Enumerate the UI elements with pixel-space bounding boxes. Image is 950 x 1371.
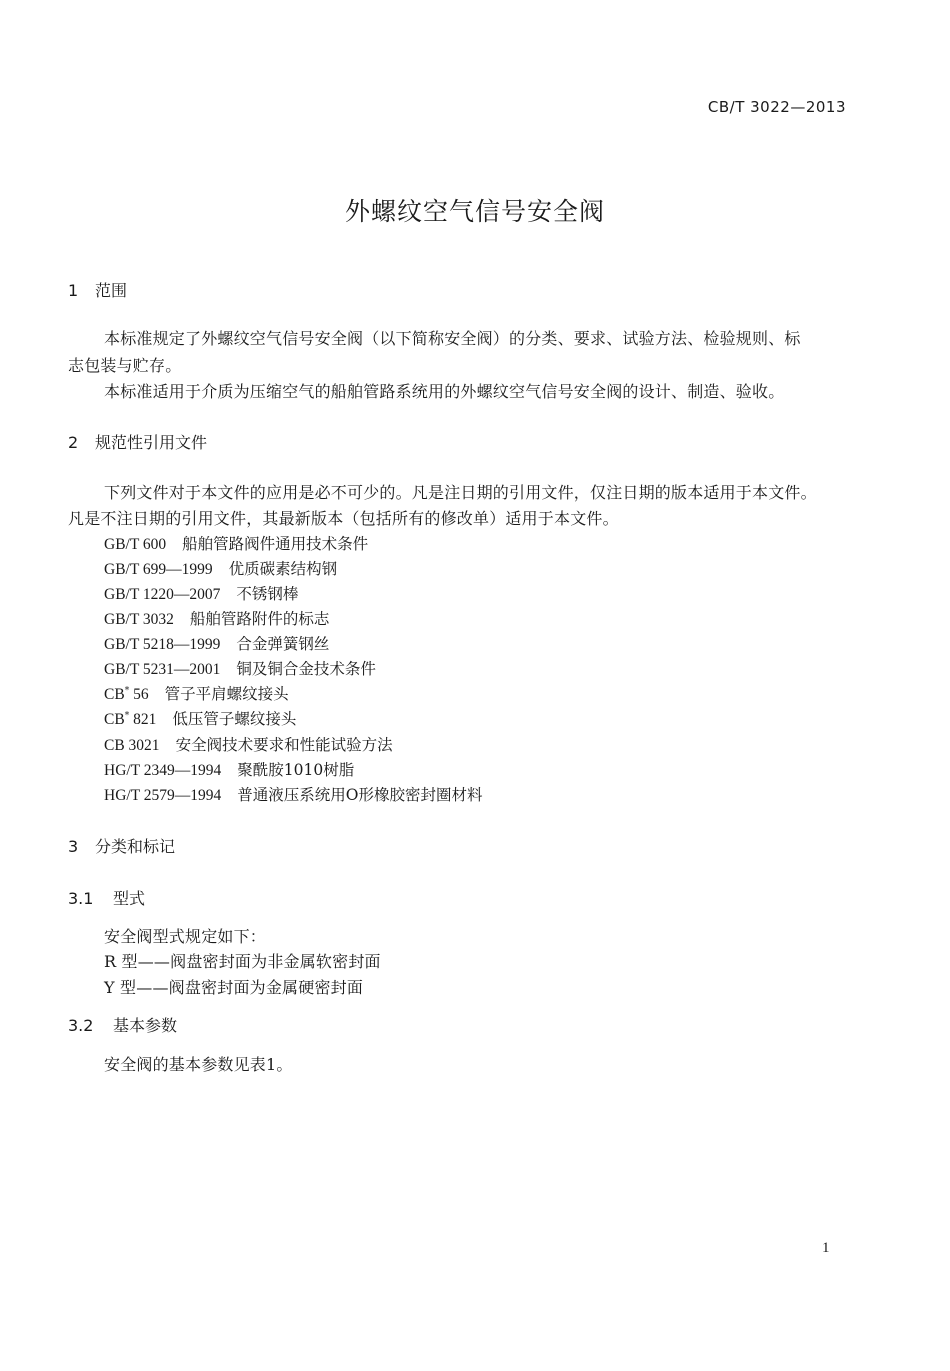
- section-title: 分类和标记: [95, 837, 176, 856]
- reference-item: [104, 632, 329, 654]
- reference-title: 普通液压系统用O形橡胶密封圈材料: [237, 786, 483, 804]
- reference-item: [104, 582, 298, 604]
- section-3-1-heading: [68, 886, 145, 909]
- section-number: 3.2: [68, 1016, 94, 1035]
- section-title: 基本参数: [113, 1016, 178, 1035]
- section-3-heading: [68, 834, 175, 857]
- reference-item: [104, 682, 289, 704]
- reference-title: 船舶管路阀件通用技术条件: [182, 535, 369, 553]
- reference-title: 聚酰胺1010树脂: [237, 761, 355, 779]
- reference-code: HG/T 2349—1994: [104, 762, 222, 779]
- section-2-paragraph-line-2: 凡是不注日期的引用文件，其最新版本（包括所有的修改单）适用于本文件。: [68, 509, 619, 528]
- section-1-heading: [68, 278, 127, 301]
- reference-title: 不锈钢棒: [236, 585, 299, 603]
- type-y-definition: Y 型——阀盘密封面为金属硬密封面: [104, 978, 364, 997]
- reference-code: GB/T 1220—2007: [104, 586, 221, 603]
- section-number: 3.1: [68, 889, 94, 908]
- section-title: 型式: [113, 889, 146, 908]
- reference-title: 铜及铜合金技术条件: [236, 660, 376, 678]
- page-number: 1: [822, 1240, 830, 1256]
- reference-item: [104, 532, 368, 554]
- reference-item: [104, 707, 296, 729]
- reference-code: GB/T 699—1999: [104, 561, 213, 578]
- reference-item: [104, 733, 393, 755]
- section-2-heading: [68, 430, 207, 453]
- section-1-paragraph-2: 本标准适用于介质为压缩空气的船舶管路系统用的外螺纹空气信号安全阀的设计、制造、验收。: [104, 382, 785, 401]
- reference-code: GB/T 5218—1999: [104, 636, 221, 653]
- reference-item: [104, 758, 354, 780]
- reference-code: CB 3021: [104, 737, 160, 754]
- standard-code: CB/T 3022—2013: [707, 98, 846, 116]
- asterisk-mark: *: [124, 711, 130, 721]
- asterisk-mark: *: [124, 686, 130, 696]
- reference-code: CB: [104, 711, 125, 728]
- section-title: 范围: [95, 281, 128, 300]
- section-number: 1: [68, 281, 79, 300]
- reference-item: [104, 657, 376, 679]
- reference-title: 船舶管路附件的标志: [189, 610, 330, 628]
- reference-title: 低压管子螺纹接头: [172, 710, 297, 728]
- reference-code-number: 821: [129, 711, 157, 728]
- reference-title: 安全阀技术要求和性能试验方法: [175, 736, 393, 754]
- section-1-paragraph-1-line-1: 本标准规定了外螺纹空气信号安全阀（以下简称安全阀）的分类、要求、试验方法、检验规则、标: [104, 329, 801, 348]
- section-2-paragraph-line-1: 下列文件对于本文件的应用是必不可少的。凡是注日期的引用文件，仅注日期的版本适用于本文件。: [104, 483, 817, 502]
- reference-title: 合金弹簧钢丝: [236, 635, 330, 653]
- reference-item: [104, 557, 337, 579]
- reference-code: GB/T 600: [104, 536, 167, 553]
- section-1-paragraph-1-line-2: 志包装与贮存。: [68, 356, 182, 375]
- basic-parameters-text: 安全阀的基本参数见表1。: [104, 1055, 293, 1074]
- document-title: 外螺纹空气信号安全阀: [344, 197, 605, 226]
- type-r-definition: R 型——阀盘密封面为非金属软密封面: [104, 952, 381, 971]
- section-3-2-heading: [68, 1013, 177, 1036]
- section-number: 2: [68, 433, 79, 452]
- type-intro: 安全阀型式规定如下：: [104, 927, 267, 946]
- reference-title: 优质碳素结构钢: [228, 560, 338, 578]
- reference-code: HG/T 2579—1994: [104, 787, 222, 804]
- reference-item: [104, 783, 482, 805]
- reference-code-number: 56: [129, 686, 149, 703]
- reference-title: 管子平肩螺纹接头: [164, 685, 289, 703]
- section-title: 规范性引用文件: [95, 433, 208, 452]
- reference-code: GB/T 3032: [104, 611, 174, 628]
- section-number: 3: [68, 837, 79, 856]
- reference-item: [104, 607, 329, 629]
- reference-code: CB: [104, 686, 125, 703]
- reference-code: GB/T 5231—2001: [104, 661, 221, 678]
